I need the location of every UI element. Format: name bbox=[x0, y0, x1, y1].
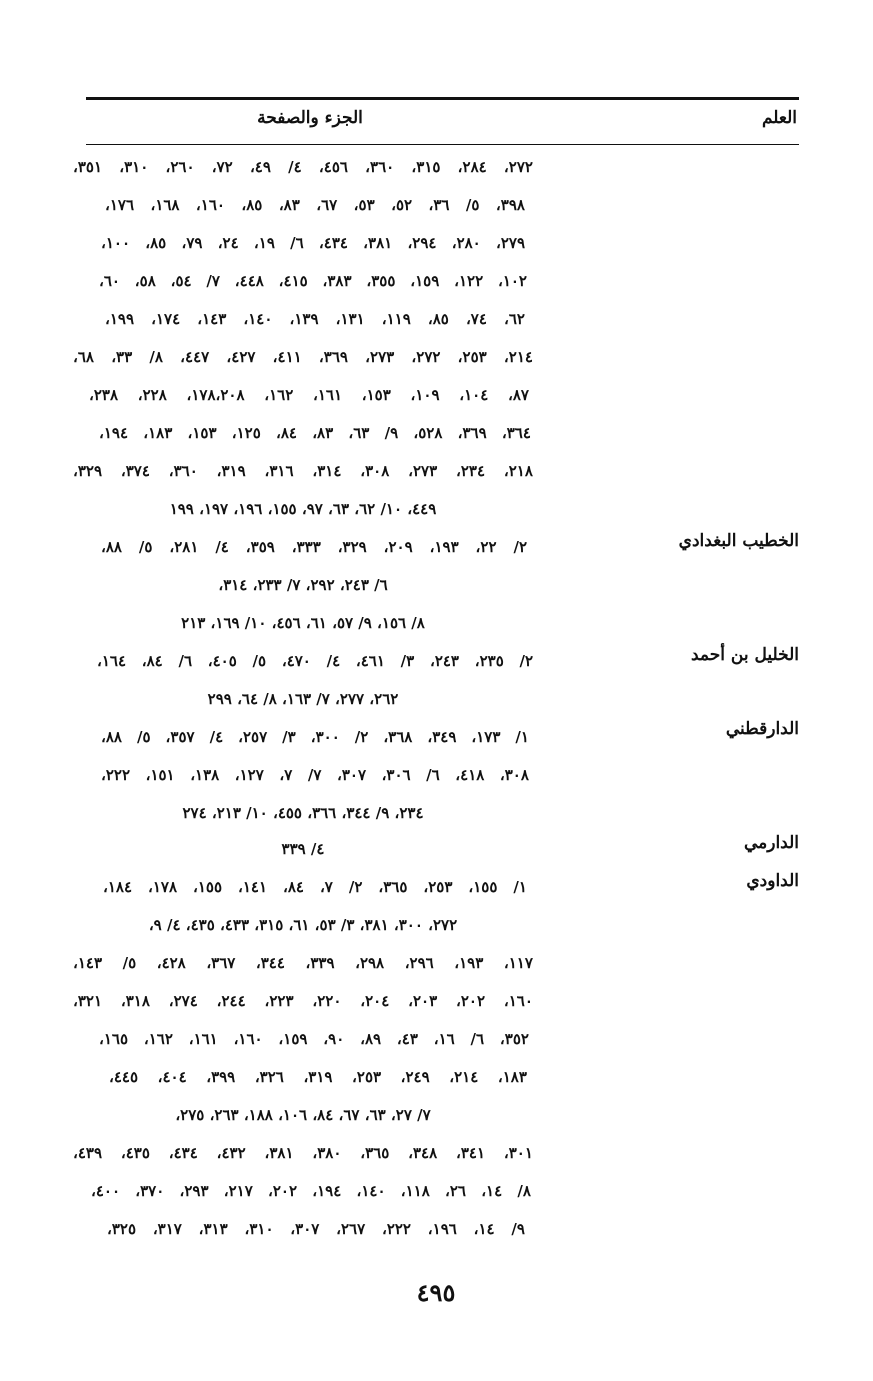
reference-line: ٢٣٤، ٩/ ٣٤٤، ٣٦٦، ٤٥٥، ١٠/ ٢١٣، ٢٧٤ bbox=[182, 804, 424, 822]
reference-line: ١٠٢، ١٢٢، ١٥٩، ٣٥٥، ٣٨٣، ٤١٥، ٤٤٨، ٧/ ٥٤، ٥٨، ٦٠، bbox=[99, 272, 527, 290]
index-name-daraqutni: الدارقطني bbox=[725, 719, 799, 739]
reference-line: ٨/ ١٤، ٢٦، ١١٨، ١٤٠، ١٩٤، ٢٠٢، ٢١٧، ٢٩٣، ٣٧٠، ٤٠٠، bbox=[91, 1182, 531, 1200]
page-number: ٤٩٥ bbox=[416, 1278, 456, 1307]
reference-line: ١/ ١٥٥، ٢٥٣، ٣٦٥، ٢/ ٧، ٨٤، ١٤١، ١٥٥، ١٧٨، ١٨٤، bbox=[103, 878, 527, 896]
reference-line: ٨/ ١٥٦، ٩/ ٥٧، ٦١، ٤٥٦، ١٠/ ١٦٩، ٢١٣ bbox=[181, 614, 425, 632]
reference-line: ٤/ ٣٣٩ bbox=[281, 840, 325, 858]
reference-line: ٣٥٢، ٦/ ١٦، ٤٣، ٨٩، ٩٠، ١٥٩، ١٦٠، ١٦١، ١٦٢، ١٦٥، bbox=[99, 1030, 529, 1048]
reference-line: ٦/ ٢٤٣، ٢٩٢، ٧/ ٢٣٣، ٣١٤، bbox=[218, 576, 388, 594]
column-header-name: العلم bbox=[761, 108, 797, 128]
header-top-rule bbox=[86, 97, 799, 100]
reference-line: ١٦٠، ٢٠٢، ٢٠٣، ٢٠٤، ٢٢٠، ٢٢٣، ٢٤٤، ٢٧٤، ٣١٨، ٣٢١، bbox=[73, 992, 533, 1010]
reference-line: ٣٠٨، ٤١٨، ٦/ ٣٠٦، ٣٠٧، ٧/ ٧، ١٢٧، ١٣٨، ١٥١، ٢٢٢، bbox=[101, 766, 529, 784]
header-bottom-rule bbox=[86, 144, 799, 145]
reference-line: ١٨٣، ٢١٤، ٢٤٩، ٢٥٣، ٣١٩، ٣٢٦، ٣٩٩، ٤٠٤، ٤٤٥، bbox=[109, 1068, 527, 1086]
reference-line: ٣٩٨، ٥/ ٣٦، ٥٢، ٥٣، ٦٧، ٨٣، ٨٥، ١٦٠، ١٦٨، ١٧٦، bbox=[105, 196, 525, 214]
index-name-khalil: الخليل بن أحمد bbox=[690, 645, 799, 665]
reference-line: ٢/ ٢٢، ١٩٣، ٢٠٩، ٣٢٩، ٣٣٣، ٣٥٩، ٤/ ٢٨١، ٥/ ٨٨، bbox=[101, 538, 527, 556]
reference-line: ٣٦٤، ٣٦٩، ٥٢٨، ٩/ ٦٣، ٨٣، ٨٤، ١٢٥، ١٥٣، ١٨٣، ١٩٤، bbox=[99, 424, 531, 442]
reference-line: ٢٧٩، ٢٨٠، ٢٩٤، ٣٨١، ٤٣٤، ٦/ ١٩، ٢٤، ٧٩، ٨٥، ١٠٠، bbox=[101, 234, 525, 252]
reference-line: ٣٠١، ٣٤١، ٣٤٨، ٣٦٥، ٣٨٠، ٣٨١، ٤٣٢، ٤٣٤، ٤٣٥، ٤٣٩، bbox=[73, 1144, 533, 1162]
reference-line: ٦٢، ٧٤، ٨٥، ١١٩، ١٣١، ١٣٩، ١٤٠، ١٤٣، ١٧٤، ١٩٩، bbox=[105, 310, 525, 328]
index-name-darimi: الدارمي bbox=[743, 833, 799, 853]
reference-line: ٢٧٢، ٢٨٤، ٣١٥، ٣٦٠، ٤٥٦، ٤/ ٤٩، ٧٢، ٢٦٠، ٣١٠، ٣٥١، bbox=[73, 158, 533, 176]
reference-line: ٢٧٢، ٣٠٠، ٣٨١، ٣/ ٥٣، ٦١، ٣١٥، ٤٣٣، ٤٣٥، ٤/ ٩، bbox=[148, 916, 458, 934]
reference-line: ٢٦٢، ٢٧٧، ٧/ ١٦٣، ٨/ ٦٤، ٢٩٩ bbox=[207, 690, 399, 708]
reference-line: ٩/ ١٤، ١٩٦، ٢٢٢، ٢٦٧، ٣٠٧، ٣١٠، ٣١٣، ٣١٧، ٣٢٥، bbox=[107, 1220, 525, 1238]
reference-line: ٨٧، ١٠٤، ١٠٩، ١٥٣، ١٦١، ١٦٢، ١٧٨،٢٠٨، ٢٢٨، ٢٣٨، bbox=[89, 386, 529, 404]
reference-line: ٧/ ٢٧، ٦٣، ٦٧، ٨٤، ١٠٦، ١٨٨، ٢٦٣، ٢٧٥، bbox=[175, 1106, 431, 1124]
reference-line: ١/ ١٧٣، ٣٤٩، ٣٦٨، ٢/ ٣٠٠، ٣/ ٢٥٧، ٤/ ٣٥٧، ٥/ ٨٨، bbox=[101, 728, 529, 746]
reference-line: ١١٧، ١٩٣، ٢٩٦، ٢٩٨، ٣٣٩، ٣٤٤، ٣٦٧، ٤٢٨، ٥/ ١٤٣، bbox=[73, 954, 533, 972]
index-name-khatib: الخطيب البغدادي bbox=[678, 531, 799, 551]
reference-line: ٤٤٩، ١٠/ ٦٢، ٦٣، ٩٧، ١٥٥، ١٩٦، ١٩٧، ١٩٩ bbox=[169, 500, 437, 518]
index-name-dawudi: الداودي bbox=[746, 871, 799, 891]
reference-line: ٢١٤، ٢٥٣، ٢٧٢، ٢٧٣، ٣٦٩، ٤١١، ٤٢٧، ٤٤٧، ٨/ ٣٣، ٦٨، bbox=[73, 348, 533, 366]
reference-line: ٢١٨، ٢٣٤، ٢٧٣، ٣٠٨، ٣١٤، ٣١٦، ٣١٩، ٣٦٠، ٣٧٤، ٣٢٩، bbox=[73, 462, 533, 480]
column-header-pages: الجزء والصفحة bbox=[257, 108, 363, 128]
reference-line: ٢/ ٢٣٥، ٢٤٣، ٣/ ٤٦١، ٤/ ٤٧٠، ٥/ ٤٠٥، ٦/ ٨٤، ١٦٤، bbox=[97, 652, 534, 670]
